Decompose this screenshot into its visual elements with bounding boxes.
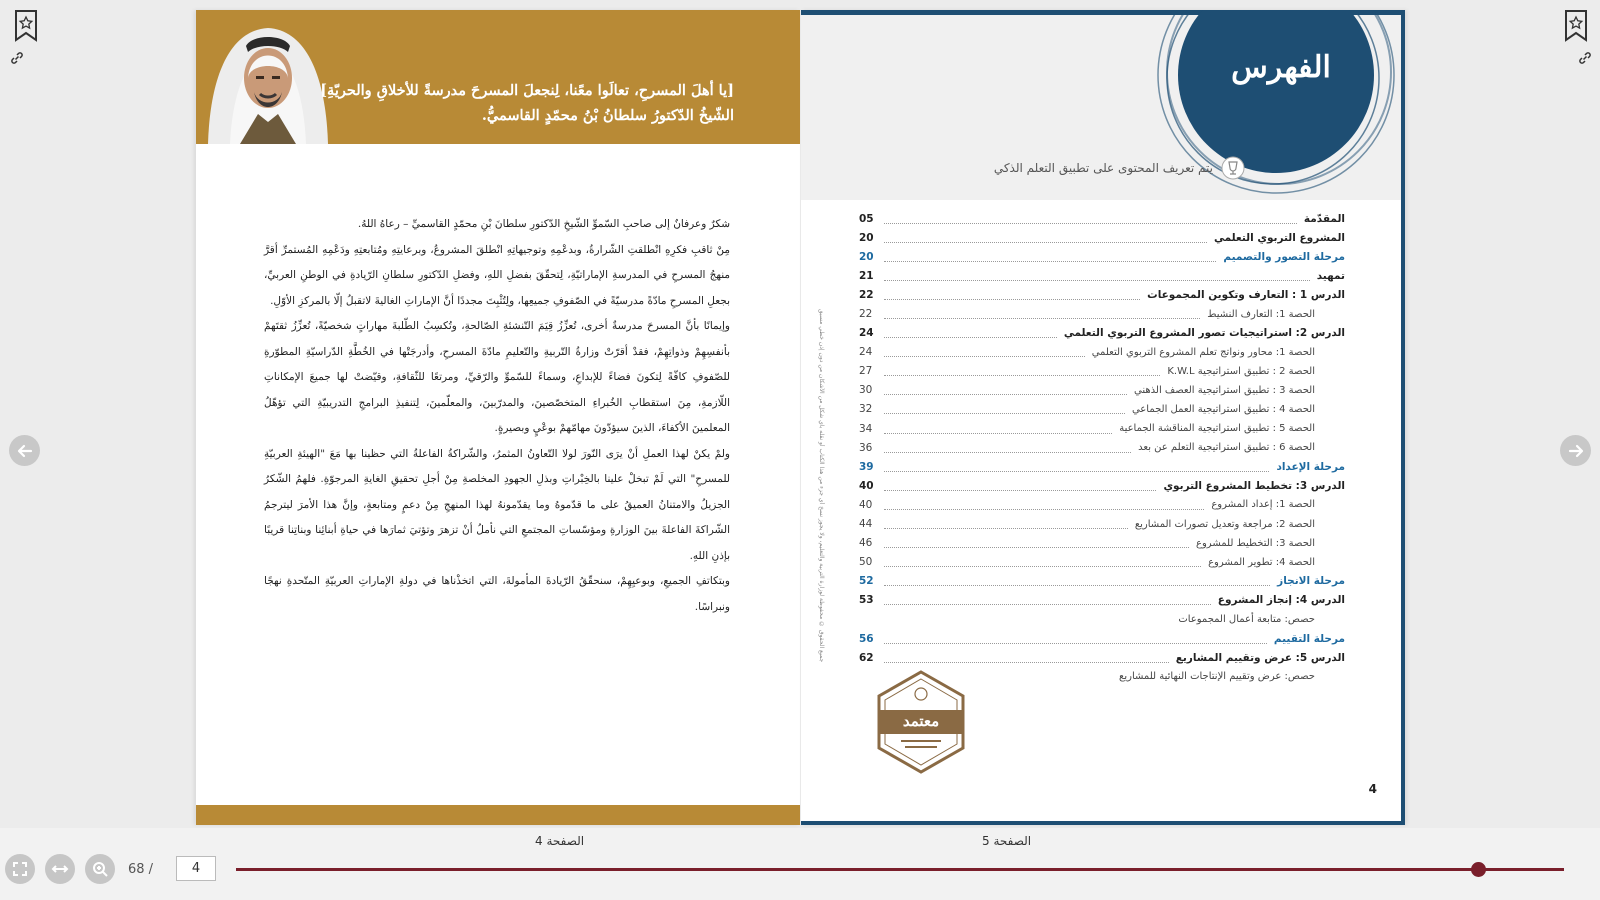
toc-page-number: 05 (859, 212, 874, 225)
link-left-icon[interactable] (10, 50, 24, 64)
toc-row[interactable] (859, 457, 1345, 476)
toc-title-text: الحصة 2 : تطبيق استراتيجية K.W.L (1167, 365, 1315, 377)
toc-row[interactable] (859, 476, 1345, 495)
toc-leader-dots (884, 328, 1057, 338)
right-page-border (1401, 10, 1405, 825)
toc-row[interactable] (859, 228, 1345, 247)
toc-row[interactable] (859, 400, 1345, 419)
table-of-contents (859, 209, 1345, 686)
toc-page-number: 20 (859, 231, 874, 244)
toc-row[interactable] (859, 553, 1345, 572)
toc-title-text: الحصة 4: تطوير المشروع (1208, 556, 1315, 568)
toc-row[interactable] (859, 343, 1345, 362)
toc-row[interactable] (859, 534, 1345, 553)
toc-title-text: الحصة 3: التخطيط للمشروع (1196, 537, 1315, 549)
link-right-icon[interactable] (1578, 50, 1592, 64)
thanks-body-text (264, 212, 730, 620)
toc-row[interactable] (859, 285, 1345, 304)
toc-page-number: 52 (859, 575, 874, 588)
toc-row[interactable] (859, 610, 1345, 629)
toc-page-number: 27 (859, 365, 873, 378)
toc-leader-dots (884, 557, 1201, 567)
next-page-arrow-icon[interactable] (1560, 435, 1591, 466)
toc-row[interactable] (859, 304, 1345, 323)
toc-leader-dots (884, 615, 1171, 625)
toc-title-text: الدرس 2: استراتيجيات تصور المشروع التربوي التعلمي (1063, 327, 1345, 340)
toc-page-number: 22 (859, 308, 873, 321)
book-page-right (801, 10, 1405, 825)
toc-title-text: مرحلة التقييم (1273, 632, 1345, 645)
toc-row[interactable] (859, 362, 1345, 381)
toc-title-text: الدرس 4: إنجاز المشروع (1217, 594, 1345, 607)
page-total: 68 / (128, 862, 154, 877)
toc-leader-dots (884, 576, 1270, 586)
bookmark-right-icon[interactable] (1564, 10, 1588, 42)
toc-title-text: حصص: عرض وتقييم الإنتاجات النهائية للمشاريع (1119, 671, 1315, 683)
toc-title: الفهرس (1231, 50, 1331, 85)
fit-width-icon (51, 860, 69, 878)
toc-row[interactable] (859, 648, 1345, 667)
page-slider-thumb[interactable] (1471, 862, 1486, 877)
fit-width-button[interactable] (45, 854, 75, 884)
smart-learning-note (994, 156, 1245, 180)
toc-leader-dots (884, 233, 1207, 243)
fullscreen-icon (11, 860, 29, 878)
toc-leader-dots (884, 500, 1204, 510)
toc-page-number: 32 (859, 403, 873, 416)
toc-page-number: 22 (859, 288, 874, 301)
toc-row[interactable] (859, 266, 1345, 285)
toc-title-text: الحصة 6 : تطبيق استراتيجية التعلم عن بعد (1138, 442, 1315, 454)
sheikh-portrait-image (200, 16, 330, 144)
toc-title-text: الدرس 3: تخطيط المشروع التربوي (1163, 479, 1345, 492)
toc-page-number: 21 (859, 269, 874, 282)
paragraph: وإيمانًا بأنَّ المسرحَ مدرسةٌ أخرى، تُعزِّزُ قِيَمَ التّنشئةِ الصّالحةِ، وتُكسِبُ الطّلبةَ مهاراتٍ شخصيّةً، تُعزِّزُ ثقتَهمْ بأنفسِهِمْ وذواتِهِمْ، فقدْ أقرّتْ وزارةُ التّربيةِ والتّعليمِ مادّةَ المسرحِ، وأدرجَتْها في الخُطَّةِ الدّراسيّةِ المطوّرةِ للصّفوفِ كافّةً لِتكونَ فضاءً للإبداعِ، وسماءً للسّموِّ والرّقيِّ، ومرتعًا للثّقافةِ، وقيّضتْ لها جميعَ الإمكاناتِ اللّازمةِ، مِنَ استقطابِ الخُبراءِ المتخصّصينَ، والمدرّبينَ، والمعلّمينَ، لِتنفيذِ البرامجِ التدريبيّةِ التي تؤهّلُ المعلمينَ الأكفاءَ، الذينَ سيؤدّونَ مهامّهمْ بوعْيٍ وبصيرةٍ. (264, 320, 730, 434)
toc-leader-dots (884, 271, 1310, 281)
toc-title-text: الدرس 5: عرض وتقييم المشاريع (1175, 651, 1345, 664)
quote-banner (196, 10, 800, 144)
toc-leader-dots (884, 252, 1216, 262)
toc-title-text: المقدّمة (1303, 212, 1345, 225)
toc-title-text: الحصة 5 : تطبيق استراتيجية المناقشة الجماعية (1119, 423, 1315, 435)
toc-leader-dots (884, 424, 1112, 434)
toc-title-text: الحصة 4 : تطبيق استراتيجية العمل الجماعي (1131, 403, 1315, 415)
toc-row[interactable] (859, 572, 1345, 591)
toc-title-text: الدرس 1 : التعارف وتكوين المجموعات (1147, 288, 1345, 301)
toc-row[interactable] (859, 629, 1345, 648)
toc-leader-dots (884, 385, 1127, 395)
paragraph: شكرٌ وعرفانٌ إلى صاحبِ السّموِّ الشّيخِ الدّكتورِ سلطانَ بْنِ محمّدٍ القاسميِّ – رعاهُ اللهُ. (357, 218, 730, 230)
toc-page-number: 62 (859, 651, 874, 664)
toc-page-number: 56 (859, 632, 874, 645)
right-page-bottom-border (801, 821, 1405, 825)
quote-author: الشّيخُ الدّكتورُ سلطانُ بْنُ محمّدٍ القاسميُّ. (481, 107, 734, 124)
smart-app-icon (1221, 156, 1245, 180)
toc-row[interactable] (859, 324, 1345, 343)
prev-page-arrow-icon[interactable] (9, 435, 40, 466)
smart-note-text: يتم تعريف المحتوى على تطبيق التعلم الذكي (993, 161, 1213, 175)
book-page-left (196, 10, 800, 825)
toc-title-text: مرحلة الانجاز (1277, 575, 1345, 588)
toc-row[interactable] (859, 495, 1345, 514)
toc-leader-dots (884, 214, 1297, 224)
toc-leader-dots (884, 634, 1267, 644)
paragraph: مِنْ ثاقبِ فكرِهِ انْطلقتِ الشّرارةُ، وبدعْمِهِ وتوجيهاتِهِ انْطلقَ المشروعُ، وبرعايتِهِ ومُتابعتِهِ ودَعْمِهِ المُستمرِّ أقرَّ منهجُ المسرحِ في المدرسةِ الإماراتيّةِ، لِتحقّقَ بفضلِ اللهِ، وفضلِ الدّكتورِ سلطانِ الرّيادةِ في الوطنِ العربيِّ، بجعلِ المسرحِ مادّةً مدرسيّةً في الصّفوفِ جميعِها، ولِتُثْبِتَ مجددًا أنَّ الإماراتِ الغاليةَ لاتقبلُ إلّا بالمركزِ الأوّلِ. (264, 243, 730, 307)
toc-title-text: الحصة 3 : تطبيق استراتيجية العصف الذهني (1134, 384, 1315, 396)
toc-title-text: مرحلة الإعداد (1276, 460, 1345, 473)
toc-title-text: تمهيد (1316, 269, 1345, 282)
bookmark-left-icon[interactable] (14, 10, 38, 42)
toc-title-text: مرحلة التصور والتصميم (1223, 250, 1345, 263)
toc-title-text: الحصة 1: محاور ونواتج تعلم المشروع التربوي التعلمي (1091, 346, 1315, 358)
toc-row[interactable] (859, 247, 1345, 266)
toc-page-number: 20 (859, 250, 874, 263)
toc-leader-dots (884, 404, 1125, 414)
left-page-footer-bar (196, 805, 800, 825)
page-slider[interactable] (236, 868, 1564, 871)
reader-toolbar (0, 828, 1600, 900)
toc-leader-dots (884, 462, 1269, 472)
toc-row[interactable] (859, 381, 1345, 400)
toc-page-number: 40 (859, 479, 874, 492)
toc-page-number: 50 (859, 556, 873, 569)
toc-page-number: 40 (859, 498, 873, 511)
left-page-caption: الصفحة 4 (535, 834, 585, 848)
page-number-input[interactable] (176, 856, 216, 881)
page-number: 4 (1368, 782, 1377, 796)
toc-title-text: الحصة 2: مراجعة وتعديل تصورات المشاريع (1134, 518, 1315, 530)
banner-quote-text (314, 78, 734, 128)
toc-leader-dots (884, 519, 1128, 529)
toc-page-number: 39 (859, 460, 874, 473)
toc-page-number: 30 (859, 384, 873, 397)
fullscreen-button[interactable] (5, 854, 35, 884)
toc-leader-dots (884, 309, 1200, 319)
toc-page-number: 24 (859, 327, 874, 340)
toc-leader-dots (884, 443, 1131, 453)
toc-title-text: الحصة 1: إعداد المشروع (1211, 499, 1315, 511)
toc-row[interactable] (859, 515, 1345, 534)
approved-label: معتمد (902, 712, 940, 730)
quote-line-1: [يا أهلَ المسرحِ، تعالَوا معًنا، لِنجعلَ المسرحَ مدرسةً للأخلاقِ والحريّةِ] (320, 82, 734, 99)
toc-title-text: حصص: متابعة أعمال المجموعات (1178, 614, 1315, 626)
toc-row[interactable] (859, 591, 1345, 610)
toc-row[interactable] (859, 419, 1345, 438)
toc-leader-dots (884, 653, 1169, 663)
toc-row[interactable] (859, 209, 1345, 228)
toc-page-number: 44 (859, 518, 873, 531)
toc-title-text: المشروع التربوي التعلمي (1213, 231, 1345, 244)
toc-row[interactable] (859, 438, 1345, 457)
toc-leader-dots (884, 595, 1211, 605)
paragraph: وبتكاتفِ الجميعِ، وبوعيِهِمْ، سنحقّقُ الرّيادةَ المأمولةَ، التي اتخذْناها في دولةِ الإماراتِ العربيّةِ المتّحدةِ نهجًا ونبراسًا. (264, 575, 730, 613)
toc-leader-dots (884, 481, 1156, 491)
right-page-caption: الصفحة 5 (982, 834, 1032, 848)
toc-page-number: 36 (859, 441, 873, 454)
toc-page-number: 53 (859, 594, 874, 607)
toc-leader-dots (884, 347, 1085, 357)
toc-page-number: 24 (859, 346, 873, 359)
toc-leader-dots (884, 538, 1189, 548)
toc-title-text: الحصة 1: التعارف النشيط (1207, 308, 1315, 320)
toc-page-number: 46 (859, 537, 873, 550)
zoom-button[interactable] (85, 854, 115, 884)
zoom-icon (91, 860, 109, 878)
toc-page-number: 34 (859, 422, 873, 435)
copyright-vertical-text: جميع الحقوق © محفوظة لوزارة التربية والتعليم، ولا يجوز نسخ أي جزء من هذا الكتاب أو نقله بأي شكل من الأشكان من دون إذن خطي مسبق (818, 308, 825, 662)
toc-leader-dots (884, 366, 1160, 376)
toc-leader-dots (884, 290, 1140, 300)
paragraph: ولمْ يكنْ لهذا العملِ أنْ يرَى النّورَ لولا التّعاونُ المثمرُ، والشّراكةُ الفاعلةُ التي حظينا بها مَعَ "الهيئةِ العربيّةِ للمسرحِ" التي لَمْ تبخلْ علينا بالخِبْراتِ وبذلِ الجهودِ المخلصةِ مِنْ أجلِ تحقيقِ الغايةِ المرجوّةِ. فلهمُ الشّكرُ الجزيلُ والامتنانُ العميقُ على ما قدّموهُ وما يقدّمونهُ لهذا المنهجِ مِنْ دعمٍ ومتابعةٍ، وإنَّ هذا الأمرَ ليترجمُ الشّراكةَ الفاعلةَ بينَ الوزارةِ ومؤسّساتِ المجتمعِ التي نأملُ أنْ تزهرَ وتؤتيَ ثمارَها في حياةِ أبنائِنا وبناتِنا قريبًا بإذنِ اللهِ. (264, 447, 730, 562)
